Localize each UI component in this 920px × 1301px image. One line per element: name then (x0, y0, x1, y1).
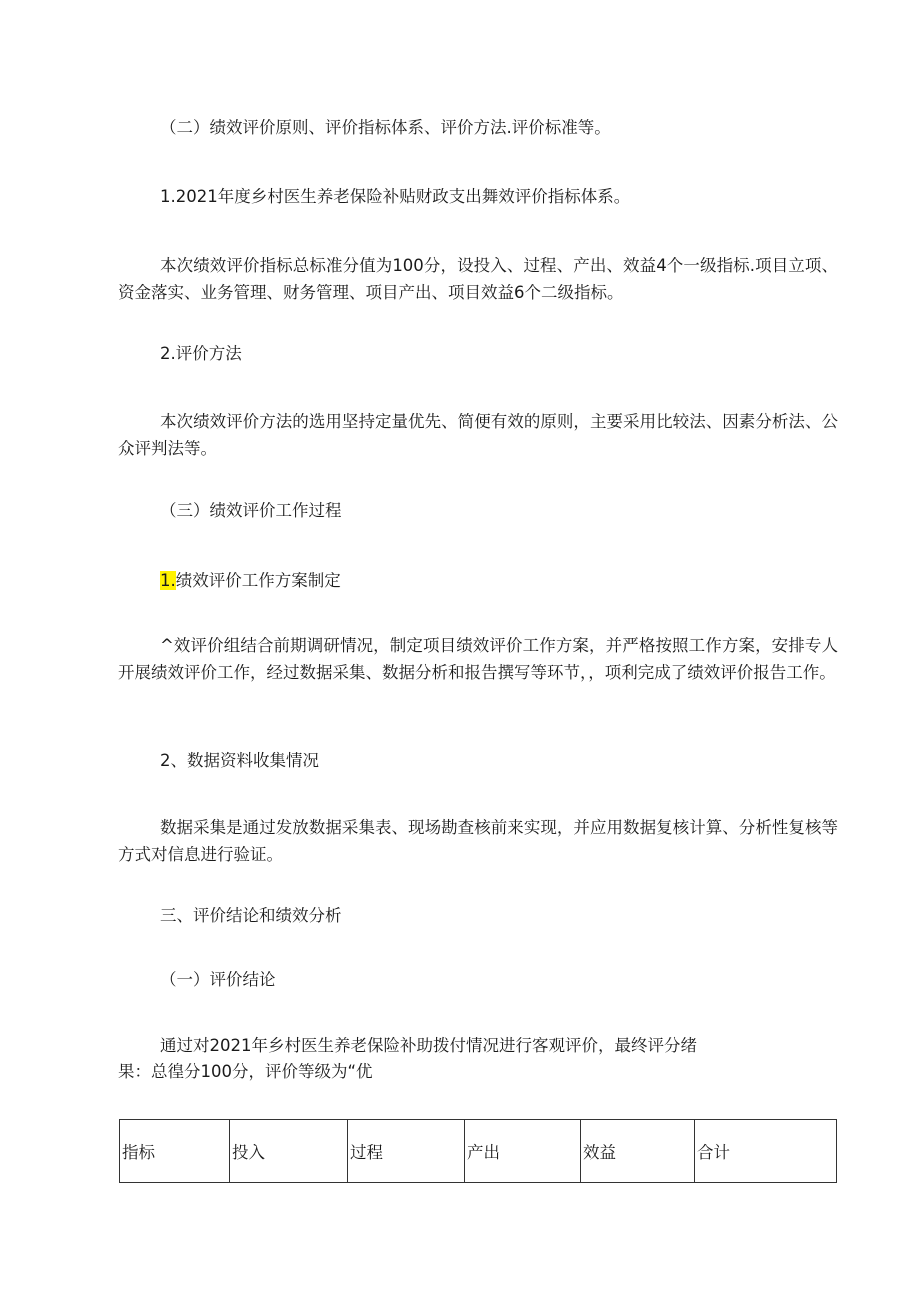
section-heading-3: （三）绩效评价工作过程 (160, 501, 342, 520)
table-header-cell: 指标 (120, 1120, 230, 1183)
paragraph-method: 本次绩效评价方法的选用坚持定量优先、简便有效的原则，主要采用比较法、因素分析法、公众评判法等。 (118, 412, 838, 458)
item-data-collection-title: 2、数据资料收集情况 (160, 751, 319, 770)
paragraph-conclusion-line-1: 通过对2021年乡村医生养老保险补助拨付情况进行客观评价，最终评分绪 (160, 1036, 697, 1055)
paragraph-data-collection: 数据采集是通过发放数据采集表、现场勘查核前来实现，并应用数据复核计算、分析性复核等方式对信息进行验证。 (118, 818, 838, 864)
table-header-cell: 效益 (581, 1120, 695, 1183)
table-header-cell: 产出 (465, 1120, 581, 1183)
table-header-row (120, 1120, 837, 1183)
table-header-cell: 投入 (230, 1120, 348, 1183)
item-plan-title (160, 570, 341, 592)
table-header-cell: 合计 (695, 1120, 837, 1183)
paragraph-conclusion-line-2: 果：总徨分100分，评价等级为“优 (118, 1062, 373, 1081)
table-header-cell: 过程 (348, 1120, 465, 1183)
score-table (119, 1119, 837, 1183)
highlighted-number: 1. (160, 571, 176, 590)
chapter-heading-3: 三、评价结论和绩效分析 (160, 906, 342, 925)
item-plan-title-text: 绩效评价工作方案制定 (175, 571, 341, 590)
paragraph-indicators: 本次绩效评价指标总标准分值为100分，设投入、过程、产出、效益4个一级指标.项目立项、资金落实、业务管理、财务管理、项目产出、项目效益6个二级指标。 (118, 256, 838, 302)
item-indicator-system-title: 1.2021年度乡村医生养老保险补贴财政支出舞效评价指标体系。 (160, 187, 631, 206)
paragraph-plan: ^效评价组结合前期调研情况，制定项目绩效评价工作方案，并严格按照工作方案，安排专人开展绩效评价工作，经过数据采集、数据分析和报告撰写等环节，，项利完成了绩效评价报告工作。 (118, 636, 838, 682)
section-heading-2: （二）绩效评价原则、评价指标体系、评价方法.评价标准等。 (160, 118, 611, 137)
item-method-title: 2.评价方法 (160, 344, 242, 363)
subsection-heading-1: （一）评价结论 (160, 970, 276, 989)
